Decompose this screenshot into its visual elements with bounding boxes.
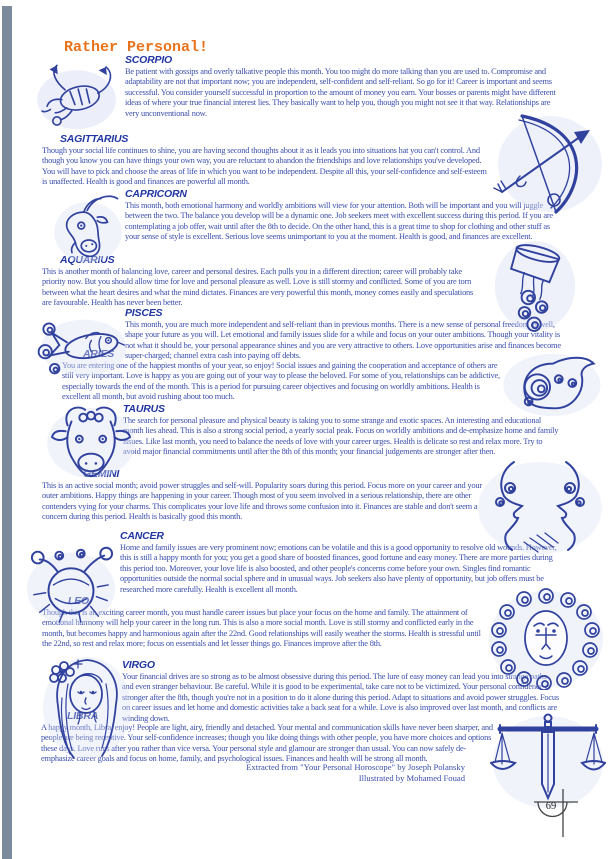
sign-heading: VIRGO: [122, 659, 155, 671]
archer-bow-illustration: [492, 112, 604, 215]
sign-heading: AQUARIUS: [60, 254, 115, 266]
sign-horoscope-text: Though your social life continues to shine, you are having second thoughts about it as it leads you into situations hat you can't control. And though you know you can have things your own way, you are reluctant to abandon the friendships and love relationships you've developed. You will have to pick and choose the areas of life in which you want to be independent. Despite all this, your self-confidence and self-esteem is unaffected. Health is good and finances are powerful all month.: [42, 146, 487, 187]
sign-horoscope-text: You are entering one of the happiest months of your year, so enjoy! Social issues and gaining the cooperation and acceptance of others are still very important. Love is happy as you are going out of your way to please the beloved. For some of you, relationships can be addictive, especially towards the end of the month. This is a period for pursuing career objectives and focusing on worldly ambitions. Health is excellent all month, but avoid rushing about too much.: [62, 361, 500, 402]
sign-horoscope-text: The search for personal pleasure and physical beauty is taking you to some strange and exotic spaces. An interesting and educational month lies ahead. This is also a strong social period, a yearly social peak. Focus on worldly ambitions and de-emphasize home and family issues. Like last month, you need to balance the needs of love with your career urges. Health is delicate so rest and relax more. Try to avoid major financial commitments until after the 8th of this month; your financial judgements are stronger after then.: [123, 416, 559, 457]
sign-horoscope-text: This month, both emotional harmony and worldly ambitions will view for your attention. Both will be important and you will juggle between the two. The balance you develop will be a dynamic one. Job seekers meet with excellent success during this period. If you are contemplating a job offer, wait until after the 8th to decide. On the other hand, this is a great time to shop for clothing and other stuff as your sense of style is excellent. Serious love seems unimportant to you at the moment. Health is good, and finances are excellent.: [125, 201, 553, 242]
bull-illustration: [44, 402, 138, 480]
sign-horoscope-text: Home and family issues are very prominent now; emotions can be volatile and this is a good opportunity to resolve old wounds. However, this is still a happy month for you; you get a good share of boosted finances, good fortune and easy money. There are more parties during this period too. Moreover, your love life is also boosted, and other people's concerns come before your own. Singles find romantic opportunities outside the normal social sphere and in unusual ways. Job seekers also have plenty of opportunity, but job offers must be researched more carefully. Health is excellent all month.: [120, 543, 557, 594]
sign-horoscope-text: Your financial drives are so strong as to be almost obsessive during this period. The lure of easy money can lead you into strange paths and even stranger behaviour. Be careful. While it is good to be experimental, take care not to be victimized. Your personal confidence is stronger after the 8th, though you're not in a position to do it alone during this period. Adapt to situations and avoid power struggles. Focus on career issues and let home and domestic activities take a back seat for a while. Love is also improved over last month, and conflicts are winding down.: [122, 672, 559, 723]
section-scorpio: [125, 55, 562, 119]
twins-illustration: [474, 458, 606, 558]
sign-horoscope-text: A happy month, Libra, enjoy! People are light, airy, friendly and detached. Your mental and communication skills have never been sharper, and people are being receptive. Your self-confidence increases; though you like doing things with other people, you have more choices and options these days. Love runs after you rather than vice versa. Your personal style and glamour are stronger than usual. You can now safely de-emphasize career goals and focus on home, family, and psychological issues. Finances and health will be strong all month.: [41, 723, 493, 764]
scanned-page-edge: [2, 6, 12, 859]
goat-illustration: [50, 190, 126, 268]
sign-heading: CAPRICORN: [125, 188, 187, 200]
ram-illustration: [498, 350, 602, 418]
section-taurus: [123, 404, 560, 458]
section-sagittarius: [42, 134, 487, 188]
sign-horoscope-text: This is an active social month; avoid power struggles and self-will. Popularity soars during this period. Focus more on your career and your outer ambitions. Happy things are happening in your career. Though most of you seem involved in a serious relationship, there are other contenders vying for your charms. This complicates your love life and throws some confusion into it. Finances are stable and don't seem a concern during this period. Health is basically good this month.: [42, 481, 482, 522]
sign-heading: SAGITTARIUS: [60, 133, 129, 145]
lion-illustration: [486, 588, 606, 690]
sign-horoscope-text: This month, you are much more independent and self-reliant than in previous months. There is a new sense of personal freedom as well, shape your future as you will. Let emotional and family issues slide for a while and focus on your outer ambitions. Though your vitality is not what it should be, your personal appearance shines and you are very attractive to others. Love opportunities arise and finances become super-charged; channel extra cash into paying off debts.: [125, 320, 561, 361]
sign-horoscope-text: Though this is an exciting career month, you must handle career issues but place your focus on the home and family. The attainment of emotional harmony will help your career in the long run. This is also a more social month. Love is still stormy and conflicted early in the month, but becomes happy and harmonious again after the 22nd. Good relationships will easily weather the storms. Health is stressful until the 22nd, so rest and relax more; focus on essentials and let lesser things go. Finances improve after the 8th.: [42, 608, 481, 649]
maiden-illustration: [40, 654, 135, 762]
scorpion-illustration: [34, 56, 124, 136]
page-title: Rather Personal!: [64, 39, 209, 56]
sign-heading: CANCER: [120, 530, 164, 542]
crab-illustration: [24, 538, 118, 626]
source-credit: Extracted from "Your Personal Horoscope" by Joseph Polansky: [246, 762, 465, 772]
sign-horoscope-text: Be patient with gossips and overly talkative people this month. You too might do more talking than you are used to. Compromise and adaptability are not that important now; you are independent, self-confident and self-reliant. So go for it! Career is important and seems successful. You consider yourself successful in proportion to the amount of money you earn. Your bosses or parents might have different ideas of where your true financial interest lies. They basically want to help you, though you might not see it that way. Relationships are very unconventional now.: [125, 67, 556, 118]
water-bearer-jug-illustration: [492, 238, 578, 334]
page-number-mark: [530, 787, 586, 839]
section-aries: [62, 349, 509, 403]
illustrator-credit: Illustrated by Mohamed Fouad: [358, 773, 465, 783]
sign-heading: TAURUS: [123, 403, 165, 415]
fish-illustration: [36, 314, 128, 380]
sign-heading: PISCES: [125, 307, 163, 319]
sign-heading: SCORPIO: [125, 54, 173, 66]
credits: [95, 762, 465, 784]
page-number: 69: [545, 801, 557, 812]
sign-horoscope-text: This is another month of balancing love, career and personal desires. Each pulls you in a different direction; career will probably take priority now. But you should allow time for love and personal pleasure as well. Love is still stormy and conflicted. Some of you are torn between what the heart desires and what the mind dictates. Finances are very powerful this month, money comes easily and speculations are favourable. Health has never been better.: [42, 267, 474, 308]
sign-heading: ARIES: [83, 348, 115, 360]
sign-heading: GEMINI: [83, 468, 120, 480]
sign-heading: LIBRA: [67, 710, 99, 722]
sign-heading: LEO: [68, 595, 89, 607]
